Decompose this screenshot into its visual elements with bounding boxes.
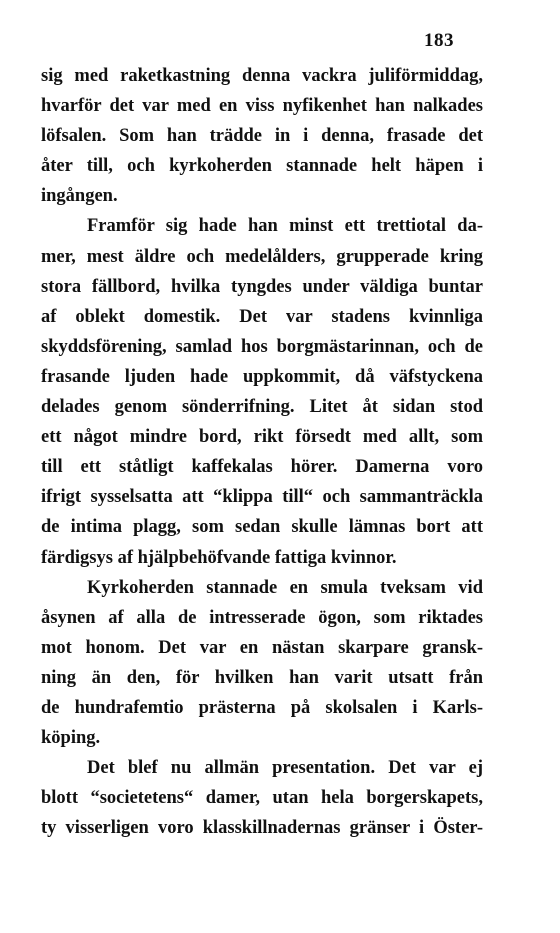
text-line: mot honom. Det var en nästan skarpare gransk- [41, 637, 483, 658]
text-line: köping. [41, 728, 101, 749]
text-line: mer, mest äldre och medelålders, grupperade kring [41, 246, 483, 267]
text-line: delades genom sönderrifning. Litet åt sidan stod [41, 397, 483, 418]
page-text [41, 61, 483, 843]
text-line: löfsalen. Som han trädde in i denna, frasade det [41, 126, 483, 147]
text-line: ty visserligen voro klasskillnadernas gränser i Öster- [41, 818, 483, 839]
text-line: Kyrkoherden stannade en smula tveksam vid [87, 577, 483, 598]
text-line: åsynen af alla de intresserade ögon, som riktades [41, 607, 483, 628]
text-line: frasande ljuden hade uppkommit, då väfstyckena [41, 366, 483, 387]
text-line: Det blef nu allmän presentation. Det var ej [87, 758, 483, 779]
text-line: ning än den, för hvilken han varit utsatt från [41, 667, 483, 688]
text-line: färdigsys af hjälpbehöfvande fattiga kvinnor. [41, 547, 397, 568]
text-line: de intima plagg, som sedan skulle lämnas bort att [41, 517, 483, 538]
text-line: ett något mindre bord, rikt försedt med allt, som [41, 427, 483, 448]
text-line: hvarför det var med en viss nyfikenhet han nalkades [41, 96, 483, 117]
text-line: Framför sig hade han minst ett trettiotal da- [87, 216, 483, 237]
text-line: åter till, och kyrkoherden stannade helt häpen i [41, 156, 483, 177]
text-line: sig med raketkastning denna vackra juliförmiddag, [41, 66, 483, 86]
text-line: skyddsförening, samlad hos borgmästarinnan, och de [41, 336, 483, 357]
text-line: till ett ståtligt kaffekalas hörer. Damerna voro [41, 457, 483, 478]
text-line: de hundrafemtio prästerna på skolsalen i Karls- [41, 697, 483, 718]
page-number: 183 [424, 30, 454, 51]
text-line: ingången. [41, 186, 118, 207]
text-line: ifrigt sysselsatta att “klippa till“ och sammanträckla [41, 487, 483, 508]
text-line: af oblekt domestik. Det var stadens kvinnliga [41, 306, 483, 327]
text-line: stora fällbord, hvilka tyngdes under väldiga buntar [41, 276, 483, 297]
text-line: blott “societetens“ damer, utan hela borgerskapets, [41, 788, 483, 809]
